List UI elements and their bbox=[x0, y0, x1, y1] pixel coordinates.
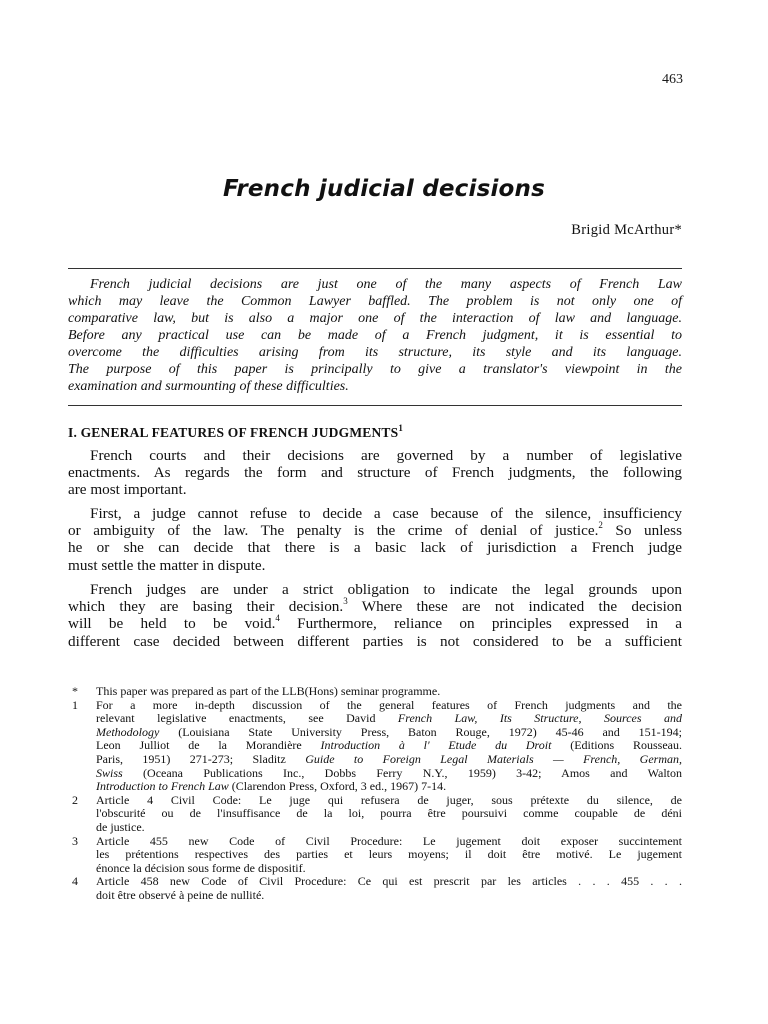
footnote-line: For a more in-depth discussion of the general features of French judgments and the bbox=[96, 697, 682, 712]
abstract-line: The purpose of this paper is principally to give a translator's viewpoint in the bbox=[68, 362, 682, 377]
footnote-4 bbox=[72, 875, 682, 902]
footnote-mark: 2 bbox=[72, 792, 78, 807]
paragraph-text: which they are basing their decision. bbox=[68, 598, 344, 616]
footnote-text: Leon Julliot de la Morandière bbox=[96, 738, 321, 753]
footnote-line: énonce la décision sous forme de dispositif. bbox=[96, 860, 306, 875]
abstract-line: overcome the difficulties arising from its structure, its style and its language. bbox=[68, 345, 682, 360]
footnote-line: This paper was prepared as part of the LLB(Hons) seminar programme. bbox=[96, 684, 441, 698]
paragraph-3 bbox=[68, 581, 682, 650]
book-title: Introduction à l' Etude du Droit bbox=[320, 738, 552, 753]
book-title: Methodology bbox=[96, 724, 160, 739]
footnote-text: (Louisiana State University Press, Baton Rouge, 1972) 45-46 and 151-194; bbox=[159, 724, 682, 739]
footnote-line: les prétentions respectives des parties et leurs moyens; il doit être motivé. Le jugement bbox=[96, 847, 682, 862]
paragraph-text: will be held to be void. bbox=[68, 615, 276, 633]
footnote-line: l'obscurité ou de l'insuffisance de la loi, pourra être poursuivi comme coupable de déni bbox=[96, 806, 682, 821]
paragraph-text: Furthermore, reliance on principles expressed in a bbox=[279, 615, 682, 633]
author-name: Brigid McArthur* bbox=[571, 222, 682, 238]
paragraph-line bbox=[68, 598, 682, 615]
paragraph-line bbox=[68, 522, 682, 539]
paragraph-line: are most important. bbox=[68, 481, 187, 499]
footnote-3 bbox=[72, 835, 682, 876]
footnote-line bbox=[96, 726, 682, 740]
footnote-mark: 4 bbox=[72, 874, 78, 889]
footnote-line: Article 4 Civil Code: Le juge qui refusera de juger, sous prétexte du silence, de bbox=[96, 792, 682, 807]
footnote-text: relevant legislative enactments, see David bbox=[96, 711, 398, 726]
abstract-line: Before any practical use can be made of a French judgment, it is essential to bbox=[68, 328, 682, 343]
paragraph-text: So unless bbox=[602, 522, 682, 540]
abstract-bottom-rule bbox=[68, 405, 682, 406]
footnote-line bbox=[96, 780, 682, 794]
footnote-mark: * bbox=[72, 684, 78, 698]
footnotes bbox=[72, 685, 682, 903]
abstract-top-rule bbox=[68, 268, 682, 269]
paragraph-line bbox=[68, 615, 682, 632]
paragraph-2 bbox=[68, 505, 682, 574]
footnote-ref: 1 bbox=[398, 422, 404, 433]
paragraph-line: French judges are under a strict obligation to indicate the legal grounds upon bbox=[90, 581, 682, 598]
footnote-1 bbox=[72, 699, 682, 794]
page-number: 463 bbox=[662, 72, 683, 87]
section-heading-text: I. GENERAL FEATURES OF FRENCH JUDGMENTS bbox=[68, 425, 399, 440]
abstract-line: examination and surmounting of these difficulties. bbox=[68, 379, 349, 394]
footnote-text: (Editions Rousseau. bbox=[551, 738, 682, 753]
book-title: French Law, Its Structure, Sources and bbox=[397, 711, 682, 726]
footnote-line: doit être observé à peine de nullité. bbox=[96, 887, 265, 902]
footnote-ref: 4 bbox=[275, 613, 280, 624]
paragraph-line: must settle the matter in dispute. bbox=[68, 556, 266, 574]
abstract bbox=[68, 276, 682, 395]
paragraph-line: First, a judge cannot refuse to decide a case because of the silence, insufficiency bbox=[90, 505, 682, 522]
book-title: Introduction to French Law bbox=[96, 779, 229, 794]
footnote-star bbox=[72, 685, 682, 699]
footnote-line bbox=[96, 767, 682, 781]
paragraph-line: enactments. As regards the form and structure of French judgments, the following bbox=[68, 464, 682, 482]
abstract-line: French judicial decisions are just one of the many aspects of French Law bbox=[90, 277, 682, 292]
footnote-line: Article 458 new Code of Civil Procedure: Ce qui est prescrit par les articles . . . 455 . . . bbox=[96, 874, 682, 889]
footnote-text: (Clarendon Press, Oxford, 3 ed., 1967) 7-14. bbox=[228, 779, 447, 794]
paragraph-1 bbox=[68, 447, 682, 499]
footnote-line: de justice. bbox=[96, 819, 145, 834]
footnote-ref: 2 bbox=[598, 520, 603, 531]
footnote-ref: 3 bbox=[343, 596, 348, 607]
paragraph-text: Where these are not indicated the decision bbox=[347, 598, 682, 616]
book-title: Guide to Foreign Legal Materials — French, German, bbox=[305, 751, 683, 766]
book-title: Swiss bbox=[96, 765, 123, 780]
paragraph-text: or ambiguity of the law. The penalty is the crime of denial of justice. bbox=[68, 522, 599, 540]
paragraph-line: French courts and their decisions are governed by a number of legislative bbox=[90, 447, 682, 464]
footnote-mark: 3 bbox=[72, 833, 78, 848]
footnote-line bbox=[96, 739, 682, 753]
paragraph-line: different case decided between different parties is not considered to be a sufficient bbox=[68, 632, 682, 650]
abstract-line: which may leave the Common Lawyer baffled. The problem is not only one of bbox=[68, 294, 682, 309]
footnote-line bbox=[96, 753, 682, 767]
footnote-line bbox=[96, 712, 682, 726]
footnote-2 bbox=[72, 794, 682, 835]
footnote-text: Paris, 1951) 271-273; Sladitz bbox=[96, 751, 306, 766]
abstract-line: comparative law, but is also a major one of the interaction of law and language. bbox=[68, 311, 682, 326]
section-heading bbox=[68, 422, 404, 441]
footnote-text: (Oceana Publications Inc., Dobbs Ferry N.Y., 1959) 3-42; Amos and Walton bbox=[122, 765, 682, 780]
footnote-line: Article 455 new Code of Civil Procedure: Le jugement doit exposer succintement bbox=[96, 833, 682, 848]
article-title: French judicial decisions bbox=[222, 176, 546, 202]
footnote-mark: 1 bbox=[72, 697, 78, 712]
paragraph-line: he or she can decide that there is a basic lack of jurisdiction a French judge bbox=[68, 539, 682, 557]
